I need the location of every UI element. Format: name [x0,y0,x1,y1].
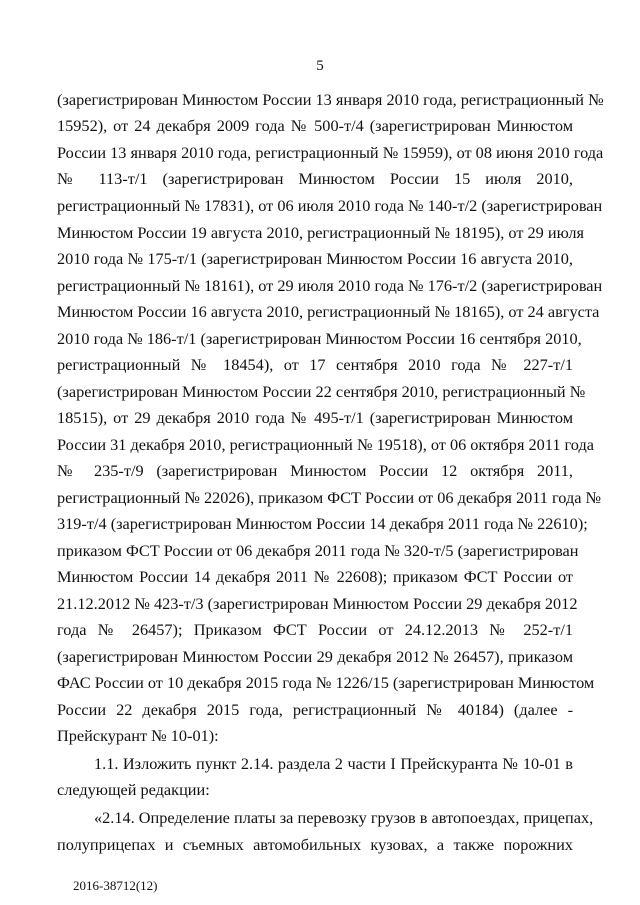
text-line: (зарегистрирован Минюстом России 29 декабря 2012 № 26457), приказом [57,647,573,666]
text-line: России 31 декабря 2010, регистрационный № 19518), от 06 октября 2011 года [57,435,594,454]
text-line: № 235-т/9 (зарегистрирован Минюстом России 12 октября 2011, [57,461,573,480]
text-line: Минюстом России 19 августа 2010, регистрационный № 18195), от 29 июля [57,223,584,242]
text-line: № 113-т/1 (зарегистрирован Минюстом России 15 июля 2010, [57,169,573,188]
text-line: регистрационный № 22026), приказом ФСТ России от 06 декабря 2011 года № [57,488,602,507]
text-line: Прейскурант № 10-01): [57,726,219,745]
text-line: (зарегистрирован Минюстом России 22 сентября 2010, регистрационный № [57,382,586,401]
text-line: 15952), от 24 декабря 2009 года № 500-т/4 (зарегистрирован Минюстом [57,116,573,135]
text-line: регистрационный № 18161), от 29 июля 2010 года № 176-т/2 (зарегистрирован [57,276,603,295]
text-line: России 22 декабря 2015 года, регистрационный № 40184) (далее - [57,700,573,719]
text-line: Минюстом России 14 декабря 2011 № 22608); приказом ФСТ России от [57,567,573,586]
text-line: года № 26457); Приказом ФСТ России от 24.12.2013 № 252-т/1 [57,620,573,639]
text-line: 2010 года № 175-т/1 (зарегистрирован Минюстом России 16 августа 2010, [57,249,573,268]
text-line: 1.1. Изложить пункт 2.14. раздела 2 части I Прейскуранта № 10-01 в [94,754,573,773]
text-line: 2010 года № 186-т/1 (зарегистрирован Минюстом России 16 сентября 2010, [57,329,582,348]
text-line: (зарегистрирован Минюстом России 13 января 2010 года, регистрационный № [57,90,604,109]
text-line: приказом ФСТ России от 06 декабря 2011 года № 320-т/5 (зарегистрирован [57,541,579,560]
text-line: 21.12.2012 № 423-т/3 (зарегистрирован Минюстом России 29 декабря 2012 [57,594,578,613]
text-line: регистрационный № 18454), от 17 сентября 2010 года № 227-т/1 [57,355,573,374]
text-line: полуприцепах и съемных автомобильных кузовах, а также порожних [57,835,573,854]
text-line: регистрационный № 17831), от 06 июля 2010 года № 140-т/2 (зарегистрирован [57,196,603,215]
text-line: следующей редакции: [57,780,210,799]
text-line: 18515), от 29 декабря 2010 года № 495-т/1 (зарегистрирован Минюстом [57,408,573,427]
text-line: 319-т/4 (зарегистрирован Минюстом России 14 декабря 2011 года № 22610); [57,514,588,533]
text-line: России 13 января 2010 года, регистрационный № 15959), от 08 июня 2010 года [57,143,604,162]
text-line: Минюстом России 16 августа 2010, регистрационный № 18165), от 24 августа [57,302,600,321]
page-number: 5 [316,58,324,74]
text-line: ФАС России от 10 декабря 2015 года № 1226/15 (зарегистрирован Минюстом [57,673,595,692]
text-line: «2.14. Определение платы за перевозку грузов в автопоездах, прицепах, [94,808,594,827]
document-code: 2016-38712(12) [73,878,158,893]
